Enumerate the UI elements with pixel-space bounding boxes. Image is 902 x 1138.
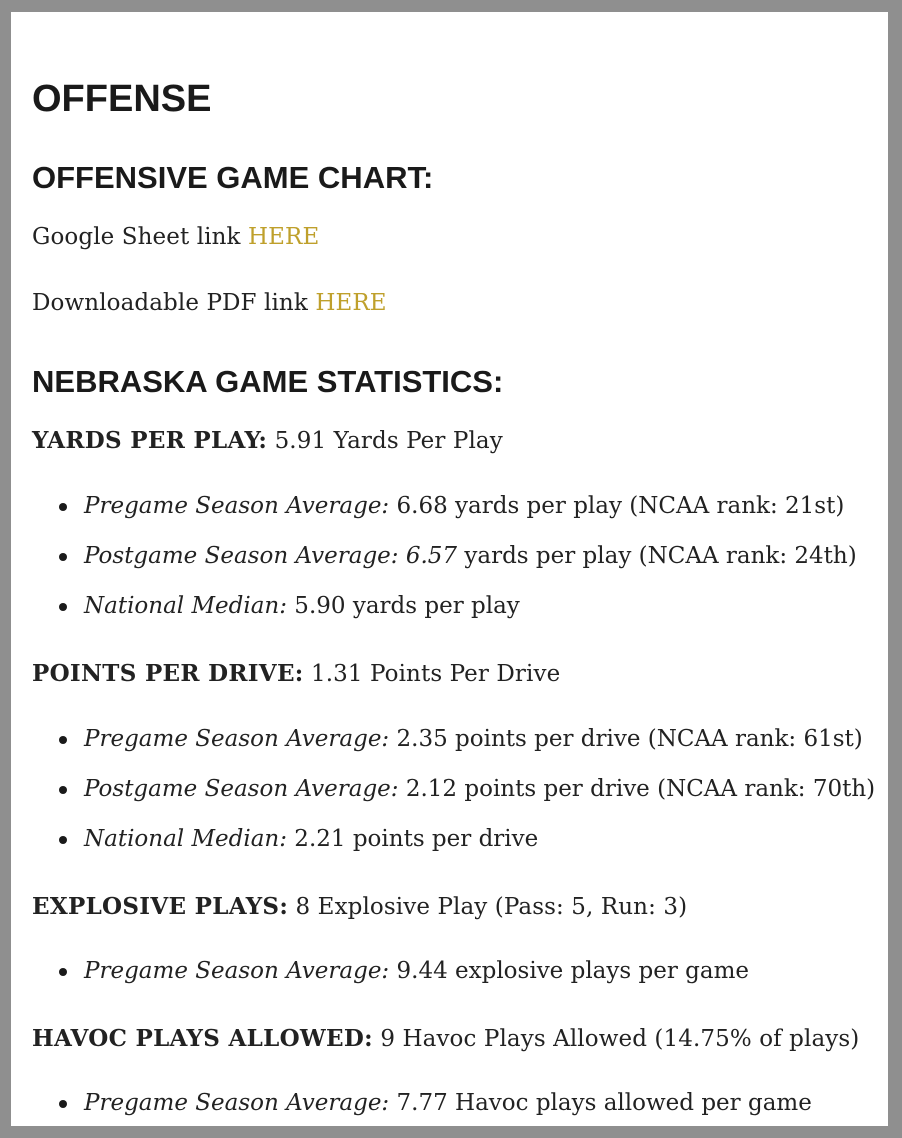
list-item xyxy=(84,958,749,984)
list-item-text: 5.90 yards per play xyxy=(287,593,520,619)
list-item-label: Pregame Season Average: xyxy=(84,493,390,519)
points-per-drive-line xyxy=(32,660,560,687)
list-item-label: Postgame Season Average: xyxy=(84,776,399,802)
pdf-link[interactable]: HERE xyxy=(315,290,387,316)
pdf-line xyxy=(32,290,387,316)
pdf-text: Downloadable PDF link xyxy=(32,290,316,316)
list-item xyxy=(84,726,863,752)
points-per-drive-label: POINTS PER DRIVE: xyxy=(32,660,304,687)
list-item xyxy=(84,826,538,852)
list-item-label: Postgame Season Average: 6.57 xyxy=(84,543,458,569)
points-per-drive-value: 1.31 Points Per Drive xyxy=(303,661,561,687)
google-sheet-link[interactable]: HERE xyxy=(248,224,320,250)
list-item-label: Pregame Season Average: xyxy=(84,958,390,984)
google-sheet-line xyxy=(32,224,319,250)
list-item xyxy=(84,543,857,569)
havoc-plays-label: HAVOC PLAYS ALLOWED: xyxy=(32,1025,373,1052)
yards-per-play-value: 5.91 Yards Per Play xyxy=(267,428,503,454)
list-item-text: 2.12 points per drive (NCAA rank: 70th) xyxy=(398,776,876,802)
google-sheet-text: Google Sheet link xyxy=(32,224,248,250)
yards-per-play-line xyxy=(32,427,503,454)
list-item-text: yards per play (NCAA rank: 24th) xyxy=(457,543,857,569)
yards-per-play-label: YARDS PER PLAY: xyxy=(32,427,268,454)
list-item-text: 2.35 points per drive (NCAA rank: 61st) xyxy=(389,726,863,752)
list-item-label: National Median: xyxy=(84,826,287,852)
article-frame xyxy=(11,12,888,1126)
list-item xyxy=(84,1090,812,1116)
explosive-plays-value: 8 Explosive Play (Pass: 5, Run: 3) xyxy=(288,894,688,920)
explosive-plays-label: EXPLOSIVE PLAYS: xyxy=(32,893,289,920)
game-chart-heading: OFFENSIVE GAME CHART: xyxy=(32,160,434,195)
list-item-text: 7.77 Havoc plays allowed per game xyxy=(389,1090,812,1116)
explosive-plays-line xyxy=(32,893,687,920)
stats-heading: NEBRASKA GAME STATISTICS: xyxy=(32,364,504,399)
list-item xyxy=(84,493,844,519)
list-item-label: National Median: xyxy=(84,593,287,619)
list-item-label: Pregame Season Average: xyxy=(84,726,390,752)
list-item-text: 9.44 explosive plays per game xyxy=(389,958,750,984)
list-item xyxy=(84,776,875,802)
offense-title: OFFENSE xyxy=(32,78,212,120)
list-item-text: 2.21 points per drive xyxy=(287,826,539,852)
havoc-plays-value: 9 Havoc Plays Allowed (14.75% of plays) xyxy=(372,1026,860,1052)
list-item xyxy=(84,593,520,619)
havoc-plays-line xyxy=(32,1025,859,1052)
list-item-label: Pregame Season Average: xyxy=(84,1090,390,1116)
list-item-text: 6.68 yards per play (NCAA rank: 21st) xyxy=(389,493,845,519)
